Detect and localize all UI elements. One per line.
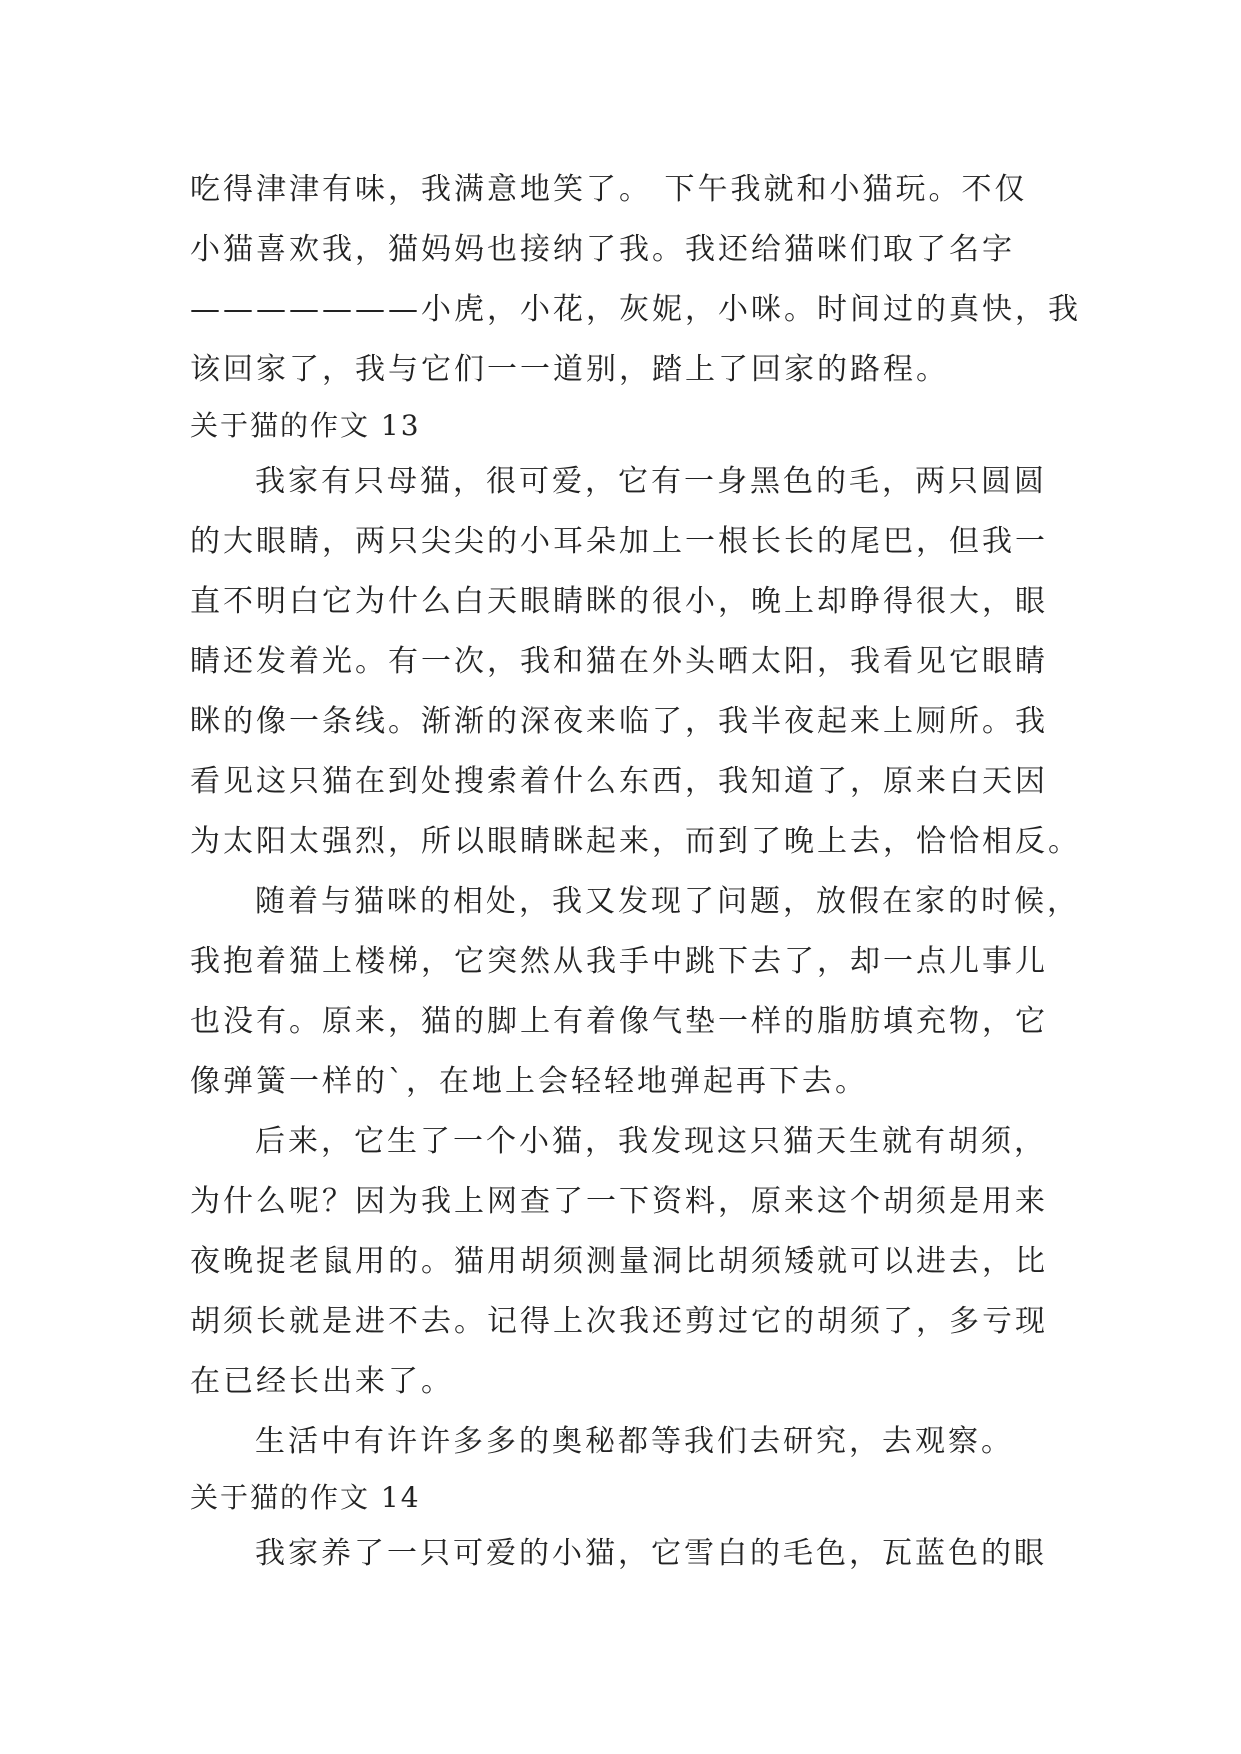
text-line: 也没有。原来，猫的脚上有着像气垫一样的脂肪填充物，它 — [190, 1004, 1048, 1039]
text-line: 生活中有许许多多的奥秘都等我们去研究，去观察。 — [255, 1424, 1014, 1459]
text-line: 胡须长就是进不去。记得上次我还剪过它的胡须了，多亏现 — [190, 1304, 1048, 1339]
text-line: 我家有只母猫，很可爱，它有一身黑色的毛，两只圆圆 — [255, 464, 1047, 499]
text-line: 吃得津津有味，我满意地笑了。 下午我就和小猫玩。不仅 — [190, 172, 1028, 207]
text-line: 在已经长出来了。 — [190, 1364, 454, 1399]
essay-heading: 关于猫的作文 14 — [190, 1481, 421, 1514]
text-line: 睛还发着光。有一次，我和猫在外头晒太阳，我看见它眼睛 — [190, 644, 1048, 679]
text-line: ———————小虎，小花，灰妮，小咪。时间过的真快，我 — [190, 292, 1081, 327]
text-line: 眯的像一条线。渐渐的深夜来临了，我半夜起来上厕所。我 — [190, 704, 1048, 739]
essay-heading: 关于猫的作文 13 — [190, 409, 421, 442]
text-line: 随着与猫咪的相处，我又发现了问题，放假在家的时候， — [255, 884, 1080, 919]
text-line: 直不明白它为什么白天眼睛眯的很小，晚上却睁得很大，眼 — [190, 584, 1048, 619]
text-line: 我家养了一只可爱的小猫，它雪白的毛色，瓦蓝色的眼 — [255, 1536, 1047, 1571]
text-line: 看见这只猫在到处搜索着什么东西，我知道了，原来白天因 — [190, 764, 1048, 799]
text-line: 为太阳太强烈，所以眼睛眯起来，而到了晚上去，恰恰相反。 — [190, 824, 1081, 859]
text-line: 像弹簧一样的`，在地上会轻轻地弹起再下去。 — [190, 1064, 868, 1099]
text-line: 夜晚捉老鼠用的。猫用胡须测量洞比胡须矮就可以进去，比 — [190, 1244, 1048, 1279]
text-line: 后来，它生了一个小猫，我发现这只猫天生就有胡须， — [255, 1124, 1047, 1159]
document-body — [190, 160, 1081, 1584]
text-line: 小猫喜欢我，猫妈妈也接纳了我。我还给猫咪们取了名字 — [190, 232, 1015, 267]
text-line: 为什么呢？因为我上网查了一下资料，原来这个胡须是用来 — [190, 1184, 1048, 1219]
text-line: 的大眼睛，两只尖尖的小耳朵加上一根长长的尾巴，但我一 — [190, 524, 1048, 559]
text-line: 我抱着猫上楼梯，它突然从我手中跳下去了，却一点儿事儿 — [190, 944, 1048, 979]
text-line: 该回家了，我与它们一一道别，踏上了回家的路程。 — [190, 352, 949, 387]
